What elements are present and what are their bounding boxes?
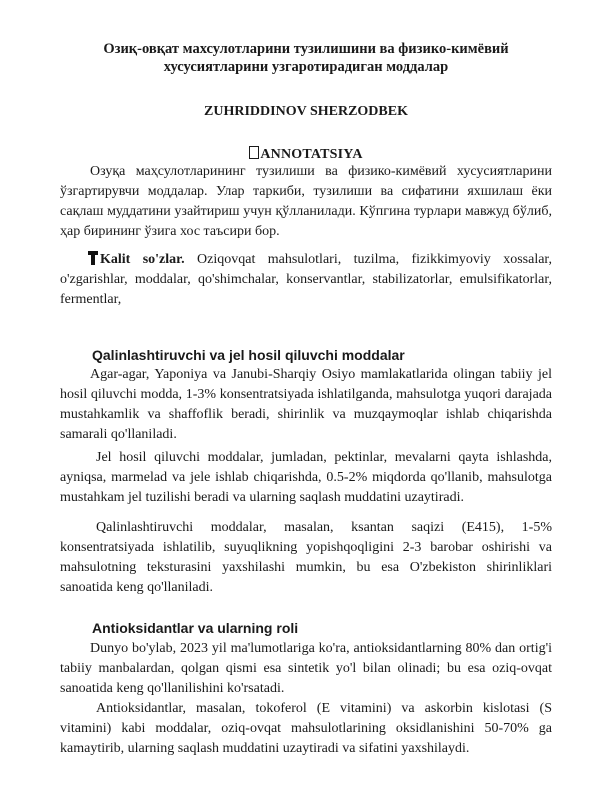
keywords-text: Oziqovqat mahsulotlari, tuzilma, fizikkimyoviy xossalar, o'zgarishlar, moddalar, qo'shimchalar, konservantlar, stabilizatorlar, emulsifikatorlar, fermentlar, [60,252,553,307]
keywords [60,250,552,310]
title-line-1: Озиқ-овқат махсулотларини тузилишини ва физико-кимёвий [103,41,509,57]
missing-glyph-icon [249,146,259,159]
section-heading-antioxidants: Antioksidantlar va ularning roli [92,620,299,636]
section2-paragraph-1: Dunyo bo'ylab, 2023 yil ma'lumotlariga ko'ra, antioksidantlarning 80% dan ortig'i tabiiy manbalardan, qolgan qismi esa sintetik yo'l bilan olinadi; bu esa oziq-ovqat sanoatida keng qo'llanilishini ko'rsatadi. [60,641,552,696]
annotation-heading [60,146,552,163]
section1-paragraph-2: Jel hosil qiluvchi moddalar, jumladan, pektinlar, mevalarni qayta ishlashda, ayniqsa, marmelad va jele ishlab chiqarishda, 0.5-2% miqdorda qo'llanib, mahsulotga mustahkam jel tuzilishi beradi va ularning saqlash muddatini uzaytiradi. [60,450,552,505]
key-pin-icon [88,251,98,265]
section1-paragraph-1: Agar-agar, Yaponiya va Janubi-Sharqiy Osiyo mamlakatlarida olingan tabiiy jel hosil qiluvchi modda, 1-3% konsentratsiyada ishlatilganda, mahsulotga yuqori darajada mustahkamlik va shaffoflik beradi, shirinlik va muzqaymoqlar ishlab chiqarishda samarali qo'llaniladi. [60,367,552,442]
title-line-2: хусусиятларини узгаротирадиган моддалар [163,59,449,75]
keywords-label: Kalit so'zlar. [100,252,185,267]
annotation-text: Озуқа маҳсулотларининг тузилиши ва физико-кимёвий хусусиятларини ўзгартирувчи моддалар. Улар таркиби, тузилиши ва сифатини яхшилаш ёки сақлаш муддатини узайтириш учун қўлланилади. Кўпгина турлари мавжуд бўлиб, ҳар бирининг ўзига хос таъсири бор. [60,164,552,239]
section2-paragraph-2: Antioksidantlar, masalan, tokoferol (E vitamini) va askorbin kislotasi (S vitamini) kabi moddalar, oziq-ovqat mahsulotlarining oksidlanishini 50-70% ga kamaytirib, ularning saqlash muddatini uzaytiradi va sifatini yaxshilaydi. [60,701,552,756]
section-heading-thickeners: Qalinlashtiruvchi va jel hosil qiluvchi moddalar [92,347,405,363]
annotation-heading-text: ANNOTATSIYA [260,147,363,162]
author-name: ZUHRIDDINOV SHERZODBEK [204,104,408,119]
section1-paragraph-3: Qalinlashtiruvchi moddalar, masalan, ksantan saqizi (E415), 1-5% konsentratsiyada ishlatilib, suyuqlikning yopishqoqligini 2-3 barobar oshirishi va mahsulotning teksturasini yaxshilashi mumkin, bu esa O'zbekiston shirinliklari sanoatida keng qo'llaniladi. [60,520,552,595]
paper-title [60,40,552,76]
